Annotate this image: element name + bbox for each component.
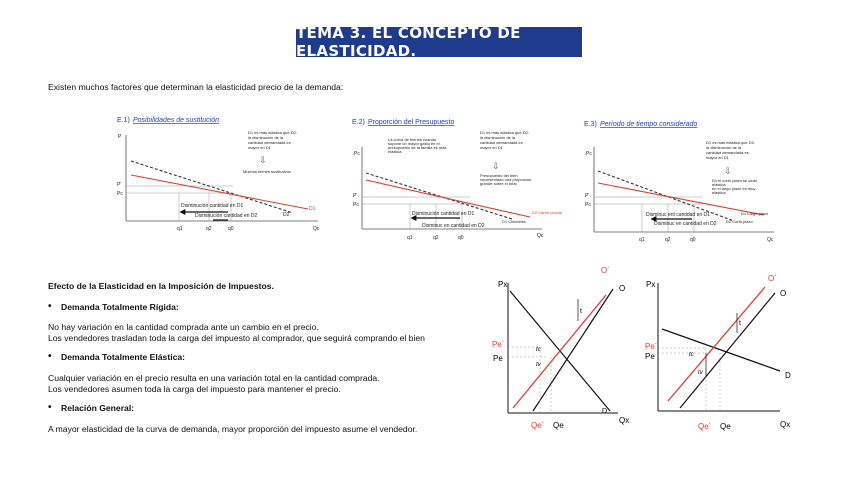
graph1-label-pc: Pc — [117, 191, 123, 197]
tax-right-d: D — [785, 371, 791, 380]
page-title: TEMA 3. EL CONCEPTO DE ELASTICIDAD. — [296, 27, 582, 57]
tax-right-supply — [680, 293, 775, 408]
graph3-dim1: Disminuc ent cantidad en D1 — [646, 212, 710, 218]
graph1-title-link: Posibilidades de sustitución — [133, 117, 219, 124]
tax-right-t: t — [739, 320, 741, 327]
graph1-note-0: D1 es más elástica que D2: — [248, 130, 297, 135]
graph1-dim1: Disminución cantidad en D1 — [181, 203, 244, 209]
graph3-d1-label: D1 Largo plazo — [741, 211, 769, 216]
intro-text: Existen muchos factores que determinan la elasticidad precio de la demanda: — [48, 82, 344, 92]
graph2-q2: q2 — [433, 235, 439, 241]
tax-left-q-axis: Qx — [619, 416, 630, 425]
elastic-text-1: Cualquier variación en el precio resulta en una variación total en la cantidad comprada. — [48, 373, 380, 383]
svg-text:⇩: ⇩ — [724, 166, 732, 176]
tax-right-q-axis: Qx — [780, 420, 791, 429]
graph-time-period — [584, 117, 799, 245]
graph1-note-2: cantidad demandada es — [248, 140, 291, 145]
graph3-axis-p: Pc — [586, 151, 592, 157]
graph3-title-prefix: E.3) — [584, 121, 597, 128]
tax-right-pe-prime: Pe´ — [645, 342, 658, 351]
general-text: A mayor elasticidad de la curva de demanda, mayor proporción del impuesto asume el vendedor. — [48, 424, 418, 434]
tax-left-qe-prime: Qe´ — [531, 421, 545, 430]
graph3-note-2: cantidad demandada es — [706, 150, 749, 155]
graph3-q0: q0 — [690, 237, 696, 243]
graph2-note-right-0: D1 es más elástica que D2: — [480, 130, 529, 135]
tax-right-qe-prime: Qe´ — [698, 422, 712, 431]
tax-left-p-axis: Px — [498, 280, 508, 289]
graph1-axis-q: Qc — [313, 226, 320, 232]
graph3-note-1: la disminución de la — [706, 145, 742, 150]
graph1-label-p1: P' — [117, 182, 122, 188]
graph2-note-left-2: presupuesto de la familia es más — [388, 145, 447, 150]
graph2-note-right-3: mayor en D1 — [480, 145, 503, 150]
section-heading: Efecto de la Elasticidad en la Imposición de Impuestos. — [48, 281, 274, 291]
graph3-axis-q: Qc — [767, 237, 774, 243]
graph3-title-link: Período de tiempo considerado — [600, 121, 698, 128]
graph2-note-left-0: La curva de bienes cuando — [388, 137, 437, 142]
graph3-note-bottom-2: en el largo plazo es muy — [712, 186, 756, 191]
graph3-dim2: Disminuc en cantidad en D2 — [654, 221, 717, 227]
tax-left-o-prime: O´ — [601, 266, 610, 275]
graph1-q2: q2 — [206, 226, 212, 232]
tax-right-p-axis: Px — [646, 280, 656, 289]
graph2-note-bottom-0: Presupuesto del bien — [480, 173, 518, 178]
rigid-text-2: Los vendedores trasladan toda la carga del impuesto al comprador, que seguirá comprando el bien — [48, 333, 425, 343]
graph2-note-right-2: cantidad demandada es — [480, 140, 523, 145]
bullet-general: • Relación General: — [61, 403, 134, 413]
graph2-axis-p: Pc — [354, 151, 360, 157]
graph2-note-left-1: supone un mayor gasto en el — [388, 141, 440, 146]
tax-left-pe-prime: Pe´ — [492, 340, 505, 349]
graph1-d1-label: D1 — [309, 206, 316, 212]
graph2-note-bottom-1: representado una proporción — [480, 177, 532, 182]
graph3-label-pc: Pc — [585, 202, 591, 208]
graph1-q1: q1 — [177, 226, 183, 232]
rigid-text-1: No hay variación en la cantidad comprada ante un cambio en el precio. — [48, 322, 319, 332]
graph3-d2-label: D2 Corto plazo — [726, 219, 753, 224]
tax-right-o-prime: O´ — [768, 274, 777, 283]
graph2-label-p1: P' — [353, 193, 358, 199]
graph2-title-link: Proporción del Presupuesto — [368, 119, 455, 126]
graph3-note-bottom-0: En el corto plazo se dedo — [712, 178, 758, 183]
graph2-dim1: Disminución cantidad en D1 — [412, 211, 475, 217]
graph1-note2: Muchos bienes sustitutivos — [243, 169, 291, 174]
svg-text:⇩: ⇩ — [259, 155, 267, 165]
graph2-d1-label: D1 Chicheles — [502, 219, 526, 224]
tax-right-demand — [662, 329, 780, 371]
graph3-note-0: D1 es más elástica que D2: — [706, 140, 755, 145]
graph1-axis-p: P — [118, 134, 122, 140]
tax-right-qe: Qe — [720, 422, 731, 431]
tax-graph-rigid — [488, 263, 638, 433]
graph1-note-1: la disminución de la — [248, 135, 284, 140]
graph2-note-left-3: elástica — [388, 149, 402, 154]
graph1-dim2: Disminución cantidad en D2 — [195, 213, 258, 219]
tax-right-tv: tv — [698, 370, 703, 376]
graph2-label-pc: Pc — [353, 202, 359, 208]
graph3-label-p1: P' — [585, 193, 590, 199]
tax-right-o: O — [780, 289, 787, 298]
graph3-note-bottom-3: elástica — [712, 190, 726, 195]
tax-left-tv: tv — [536, 362, 541, 368]
graph3-note-bottom-1: elástica — [712, 182, 726, 187]
graph3-q1: q1 — [639, 237, 645, 243]
graph1-q0: q0 — [228, 226, 234, 232]
tax-left-d: D — [602, 408, 608, 415]
tax-left-t: t — [580, 308, 582, 315]
graph-substitution — [113, 113, 328, 233]
graph3-note-3: mayor en D1 — [706, 155, 729, 160]
graph2-q0: q0 — [458, 235, 464, 241]
bullet-rigid: • Demanda Totalmente Rígida: — [61, 302, 179, 312]
graph1-d2-label: D2 — [283, 212, 290, 218]
tax-left-pe: Pe — [493, 354, 503, 363]
graph-budget — [352, 117, 563, 242]
graph2-title-prefix: E.2) — [352, 119, 365, 126]
graph2-q1: q1 — [407, 235, 413, 241]
tax-right-supply-tax — [668, 287, 765, 401]
graph2-axis-q: Qc — [537, 233, 544, 239]
tax-right-pe: Pe — [645, 352, 655, 361]
tax-left-qe: Qe — [553, 421, 564, 430]
tax-graph-elastic — [640, 263, 800, 433]
tax-left-tc: tc — [536, 347, 541, 353]
graph1-title-prefix: E.1) — [117, 117, 130, 124]
bullet-elastic: • Demanda Totalmente Elástica: — [61, 352, 185, 362]
graph2-d2-label: D2 Carne picada — [532, 210, 563, 215]
tax-right-tc: tc — [689, 352, 694, 358]
graph2-note-right-1: la disminución de la — [480, 135, 516, 140]
graph3-q2: q2 — [665, 237, 671, 243]
graph2-dim2: Disminuc en cantidad en D2 — [422, 223, 485, 229]
graph1-note-3: mayor en D1 — [248, 145, 271, 150]
svg-text:⇩: ⇩ — [492, 161, 500, 171]
tax-left-o: O — [619, 284, 626, 293]
tax-left-supply — [533, 289, 613, 411]
graph2-note-bottom-2: grande sobre el total — [480, 181, 517, 186]
elastic-text-2: Los vendedores asumen toda la carga del impuesto para mantener el precio. — [48, 384, 341, 394]
